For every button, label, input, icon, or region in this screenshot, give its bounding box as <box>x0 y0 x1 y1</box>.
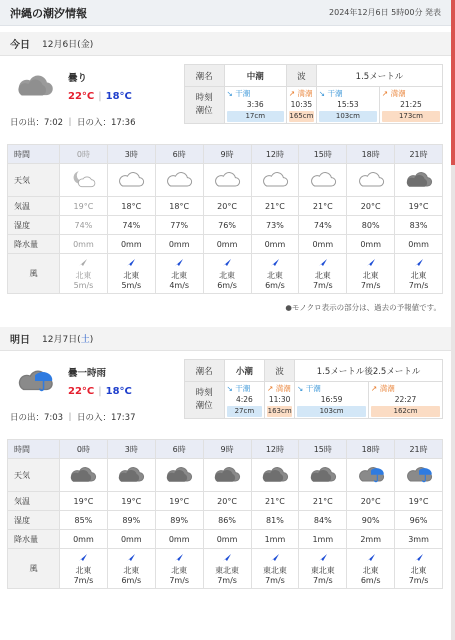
temp-cell: 21°C <box>299 492 347 511</box>
cloud-icon <box>117 168 145 192</box>
rain-cell: 3mm <box>395 530 443 549</box>
tide-entry <box>224 87 286 124</box>
weather-cell <box>347 164 395 197</box>
wind-arrow-icon <box>108 257 155 271</box>
wind-speed: 6m/s <box>217 280 237 290</box>
temp-cell: 20°C <box>347 492 395 511</box>
hour-header: 9時 <box>203 145 251 164</box>
weather-cell <box>251 459 299 492</box>
tide-level: 103cm <box>297 406 366 417</box>
row-label-rain: 降水量 <box>8 235 60 254</box>
tide-kind: ↘ 干潮 <box>297 384 321 393</box>
row-label-time: 時間 <box>8 145 60 164</box>
temp-cell: 21°C <box>299 197 347 216</box>
day-section-1 <box>0 327 451 589</box>
hour-header: 18時 <box>347 145 395 164</box>
hour-header: 12時 <box>251 440 299 459</box>
hour-header: 21時 <box>395 440 443 459</box>
wind-direction: 東北東 <box>262 565 287 575</box>
dark-cloud-icon <box>213 463 241 487</box>
wind-arrow-icon <box>347 552 394 566</box>
row-label-weather: 天気 <box>8 459 60 492</box>
wind-arrow-icon <box>395 552 442 566</box>
wind-speed: 7m/s <box>265 575 285 585</box>
row-label-weather: 天気 <box>8 164 60 197</box>
humidity-cell: 74% <box>107 216 155 235</box>
wind-speed: 7m/s <box>312 575 333 585</box>
tide-entry <box>295 382 369 419</box>
sunrise-sunset: 日の出：7:03 ｜ 日の入：17:37 <box>10 413 136 423</box>
tide-entry <box>379 87 442 124</box>
wind-cell <box>60 254 108 294</box>
wind-cell <box>107 254 155 294</box>
temp-cell: 18°C <box>155 197 203 216</box>
weather-cell <box>347 459 395 492</box>
rain-cell: 0mm <box>251 235 299 254</box>
row-label-wind: 風 <box>8 254 60 294</box>
rain-cell: 0mm <box>347 235 395 254</box>
humidity-cell: 90% <box>347 511 395 530</box>
cloud-icon <box>309 168 337 192</box>
tide-table <box>184 359 443 419</box>
wind-cell <box>251 254 299 294</box>
tide-kind: ↘ 干潮 <box>318 89 343 98</box>
humidity-cell: 80% <box>347 216 395 235</box>
tide-kind: ↘ 干潮 <box>226 89 251 98</box>
wind-direction: 北東 <box>219 270 236 280</box>
high-temp: 22°C <box>68 386 95 397</box>
wind-cell <box>203 549 251 589</box>
wind-cell <box>299 549 347 589</box>
page-header <box>0 0 451 26</box>
wind-arrow-icon <box>108 552 155 566</box>
moon-cloud-icon <box>69 168 97 192</box>
tide-kind: ↗ 満潮 <box>381 89 406 98</box>
row-label-temp: 気温 <box>8 197 60 216</box>
wave-value: 1.5メートル <box>316 65 442 87</box>
hourly-table <box>7 439 443 589</box>
day-summary-row <box>0 56 451 134</box>
row-label-humidity: 湿度 <box>8 511 60 530</box>
page-title: 沖縄の潮汐情報 <box>10 6 87 20</box>
humidity-cell: 76% <box>203 216 251 235</box>
dark-cloud-icon <box>165 463 193 487</box>
humidity-cell: 84% <box>299 511 347 530</box>
temp-cell: 20°C <box>203 492 251 511</box>
weather-cell <box>299 459 347 492</box>
tide-level: 27cm <box>227 406 263 417</box>
wind-speed: 7m/s <box>360 280 381 290</box>
edge-accent <box>451 0 455 165</box>
temp-cell: 21°C <box>251 197 299 216</box>
day-of-week: 土 <box>80 335 90 345</box>
tide-kind: ↗ 満潮 <box>371 384 395 393</box>
weather-cell <box>155 164 203 197</box>
tide-level: 163cm <box>267 407 292 415</box>
date-prefix: 12月7日( <box>42 335 81 345</box>
tide-time: 3:36 <box>246 100 264 109</box>
humidity-cell: 89% <box>155 511 203 530</box>
wind-arrow-icon <box>60 257 107 271</box>
big-cloud-icon <box>16 70 54 100</box>
humidity-cell: 74% <box>60 216 108 235</box>
tide-time: 4:26 <box>235 395 253 404</box>
hour-header: 6時 <box>155 440 203 459</box>
tide-entry <box>369 382 443 419</box>
weather-summary <box>10 64 184 134</box>
weather-cell <box>107 459 155 492</box>
tide-time: 15:53 <box>337 100 359 109</box>
wind-direction: 北東 <box>410 270 427 280</box>
weather-cell <box>203 459 251 492</box>
dark-cloud-icon <box>69 463 97 487</box>
wave-value: 1.5メートル後2.5メートル <box>295 360 443 382</box>
day-section-0 <box>0 32 451 313</box>
tide-level: 17cm <box>227 111 284 122</box>
temp-cell: 19°C <box>60 197 108 216</box>
cloud-icon <box>357 168 385 192</box>
tide-table <box>184 64 443 124</box>
wind-speed: 6m/s <box>360 575 381 585</box>
day-heading <box>0 327 451 351</box>
weather-cell <box>251 164 299 197</box>
wind-arrow-icon <box>60 552 107 566</box>
rain-cell: 0mm <box>155 235 203 254</box>
rain-cell: 0mm <box>395 235 443 254</box>
cloud-icon <box>165 168 193 192</box>
wind-cell <box>203 254 251 294</box>
day-date <box>42 332 93 345</box>
high-temp: 22°C <box>68 91 95 102</box>
weather-text: 曇一時雨 <box>68 368 107 379</box>
tide-time: 11:30 <box>268 395 291 404</box>
wind-speed: 6m/s <box>265 280 285 290</box>
tide-entry <box>316 87 379 124</box>
wind-direction: 北東 <box>171 270 188 280</box>
rain-cell: 1mm <box>251 530 299 549</box>
temperature-range: 22°C | 18°C <box>68 386 132 397</box>
wind-cell <box>395 254 443 294</box>
wind-direction: 北東 <box>362 270 379 280</box>
row-label-humidity: 湿度 <box>8 216 60 235</box>
wind-speed: 7m/s <box>217 575 237 585</box>
tide-time: 22:27 <box>394 395 417 404</box>
humidity-cell: 85% <box>60 511 108 530</box>
wind-speed: 4m/s <box>169 280 190 290</box>
wind-speed: 5m/s <box>121 280 142 290</box>
humidity-cell: 73% <box>251 216 299 235</box>
umbrella-cloud-icon <box>405 463 433 487</box>
rain-cell: 2mm <box>347 530 395 549</box>
temp-cell: 19°C <box>60 492 108 511</box>
humidity-cell: 77% <box>155 216 203 235</box>
rain-cell: 1mm <box>299 530 347 549</box>
hour-header: 0時 <box>60 440 108 459</box>
tide-entry <box>224 382 265 419</box>
wind-cell <box>107 549 155 589</box>
wind-speed: 7m/s <box>408 280 429 290</box>
temp-cell: 18°C <box>107 197 155 216</box>
wind-direction: 東北東 <box>215 565 240 575</box>
wind-arrow-icon <box>252 552 299 566</box>
day-summary-row <box>0 351 451 429</box>
wind-arrow-icon <box>395 257 442 271</box>
tide-time: 21:25 <box>400 100 422 109</box>
past-forecast-note: ●モノクロ表示の部分は、過去の予報値です。 <box>285 303 441 312</box>
hour-header: 15時 <box>299 440 347 459</box>
date-prefix: 12月6日( <box>42 40 81 50</box>
temp-cell: 19°C <box>155 492 203 511</box>
humidity-cell: 74% <box>299 216 347 235</box>
wind-speed: 6m/s <box>121 575 142 585</box>
tide-name: 中潮 <box>224 65 286 87</box>
day-sections <box>0 32 451 589</box>
wind-direction: 東北東 <box>310 565 335 575</box>
issued-timestamp: 2024年12月6日 5時00分 発表 <box>329 8 441 17</box>
tide-level: 173cm <box>382 111 440 122</box>
tide-name: 小潮 <box>224 360 265 382</box>
day-heading <box>0 32 451 56</box>
weather-cell <box>60 459 108 492</box>
sunrise-sunset: 日の出：7:02 ｜ 日の入：17:36 <box>10 118 136 128</box>
weather-cell <box>395 459 443 492</box>
tide-row-label: 時刻 潮位 <box>184 382 224 419</box>
wind-direction: 北東 <box>410 565 427 575</box>
temp-cell: 19°C <box>395 197 443 216</box>
umbrella-cloud-icon <box>357 463 385 487</box>
rain-cell: 0mm <box>60 235 108 254</box>
wind-cell <box>155 254 203 294</box>
rain-cell: 0mm <box>60 530 108 549</box>
hour-header: 21時 <box>395 145 443 164</box>
wind-direction: 北東 <box>75 270 92 280</box>
wind-speed: 7m/s <box>312 280 333 290</box>
weather-cell <box>155 459 203 492</box>
wind-direction: 北東 <box>362 565 379 575</box>
wind-direction: 北東 <box>314 270 331 280</box>
humidity-cell: 96% <box>395 511 443 530</box>
weather-summary <box>10 359 184 429</box>
wind-direction: 北東 <box>123 565 140 575</box>
humidity-cell: 81% <box>251 511 299 530</box>
wind-arrow-icon <box>299 552 346 566</box>
tide-row-label: 時刻 潮位 <box>184 87 224 124</box>
weather-text: 曇り <box>68 73 88 84</box>
wind-cell <box>251 549 299 589</box>
rain-cell: 0mm <box>155 530 203 549</box>
low-temp: 18°C <box>105 386 132 397</box>
tide-entry <box>286 87 316 124</box>
wind-cell <box>395 549 443 589</box>
wind-speed: 7m/s <box>73 575 94 585</box>
humidity-cell: 89% <box>107 511 155 530</box>
row-label-rain: 降水量 <box>8 530 60 549</box>
hour-header: 6時 <box>155 145 203 164</box>
low-temp: 18°C <box>105 91 132 102</box>
tide-level: 103cm <box>319 111 377 122</box>
hourly-forecast <box>7 144 443 294</box>
tide-name-label: 潮名 <box>184 65 224 87</box>
weather-cell <box>299 164 347 197</box>
tide-level: 162cm <box>371 406 440 417</box>
wind-cell <box>299 254 347 294</box>
wave-label: 波 <box>286 65 316 87</box>
wind-direction: 北東 <box>171 565 188 575</box>
hour-header: 18時 <box>347 440 395 459</box>
weather-cell <box>107 164 155 197</box>
temp-cell: 20°C <box>203 197 251 216</box>
hour-header: 3時 <box>107 145 155 164</box>
weather-cell <box>60 164 108 197</box>
row-label-time: 時間 <box>8 440 60 459</box>
hour-header: 15時 <box>299 145 347 164</box>
hour-header: 9時 <box>203 440 251 459</box>
row-label-wind: 風 <box>8 549 60 589</box>
rain-cell: 0mm <box>299 235 347 254</box>
tide-panel <box>184 359 443 429</box>
day-label: 今日 <box>10 40 30 51</box>
day-of-week: 金 <box>80 40 90 50</box>
rain-cell: 0mm <box>203 530 251 549</box>
wind-direction: 北東 <box>123 270 140 280</box>
umbrella-cloud-icon <box>16 365 54 395</box>
rain-cell: 0mm <box>107 235 155 254</box>
hour-header: 0時 <box>60 145 108 164</box>
wind-arrow-icon <box>299 257 346 271</box>
weather-cell <box>203 164 251 197</box>
wind-speed: 5m/s <box>73 280 94 290</box>
tide-kind: ↗ 満潮 <box>288 89 313 98</box>
wind-direction: 北東 <box>75 565 92 575</box>
temp-cell: 21°C <box>251 492 299 511</box>
rain-cell: 0mm <box>203 235 251 254</box>
wind-direction: 北東 <box>266 270 283 280</box>
temp-cell: 19°C <box>107 492 155 511</box>
wind-speed: 7m/s <box>408 575 429 585</box>
wind-arrow-icon <box>204 552 251 566</box>
tide-time: 16:59 <box>320 395 343 404</box>
tide-kind: ↗ 満潮 <box>267 384 291 393</box>
hour-header: 3時 <box>107 440 155 459</box>
hourly-forecast <box>7 439 443 589</box>
wind-arrow-icon <box>204 257 251 271</box>
humidity-cell: 83% <box>395 216 443 235</box>
day-date <box>42 37 93 50</box>
cloud-icon <box>261 168 289 192</box>
wind-cell <box>60 549 108 589</box>
tide-level: 165cm <box>289 112 314 120</box>
wind-arrow-icon <box>156 257 203 271</box>
hourly-table <box>7 144 443 294</box>
wind-cell <box>347 549 395 589</box>
tide-panel <box>184 64 443 134</box>
date-suffix: ) <box>89 335 94 345</box>
wind-speed: 7m/s <box>169 575 190 585</box>
rain-cell: 0mm <box>107 530 155 549</box>
date-suffix: ) <box>89 40 94 50</box>
tide-entry <box>265 382 295 419</box>
weather-cell <box>395 164 443 197</box>
tide-time: 10:35 <box>290 100 313 109</box>
temperature-range: 22°C | 18°C <box>68 91 132 102</box>
wind-cell <box>155 549 203 589</box>
cloud-icon <box>213 168 241 192</box>
wind-arrow-icon <box>252 257 299 271</box>
dark-cloud-icon <box>405 168 433 192</box>
tide-kind: ↘ 干潮 <box>226 384 251 393</box>
hour-header: 12時 <box>251 145 299 164</box>
dark-cloud-icon <box>117 463 145 487</box>
row-label-temp: 気温 <box>8 492 60 511</box>
wave-label: 波 <box>265 360 295 382</box>
wind-arrow-icon <box>347 257 394 271</box>
day-label: 明日 <box>10 335 30 346</box>
dark-cloud-icon <box>261 463 289 487</box>
humidity-cell: 86% <box>203 511 251 530</box>
wind-cell <box>347 254 395 294</box>
temp-cell: 20°C <box>347 197 395 216</box>
tide-name-label: 潮名 <box>184 360 224 382</box>
temp-cell: 19°C <box>395 492 443 511</box>
page-edge <box>451 0 455 640</box>
dark-cloud-icon <box>309 463 337 487</box>
wind-arrow-icon <box>156 552 203 566</box>
